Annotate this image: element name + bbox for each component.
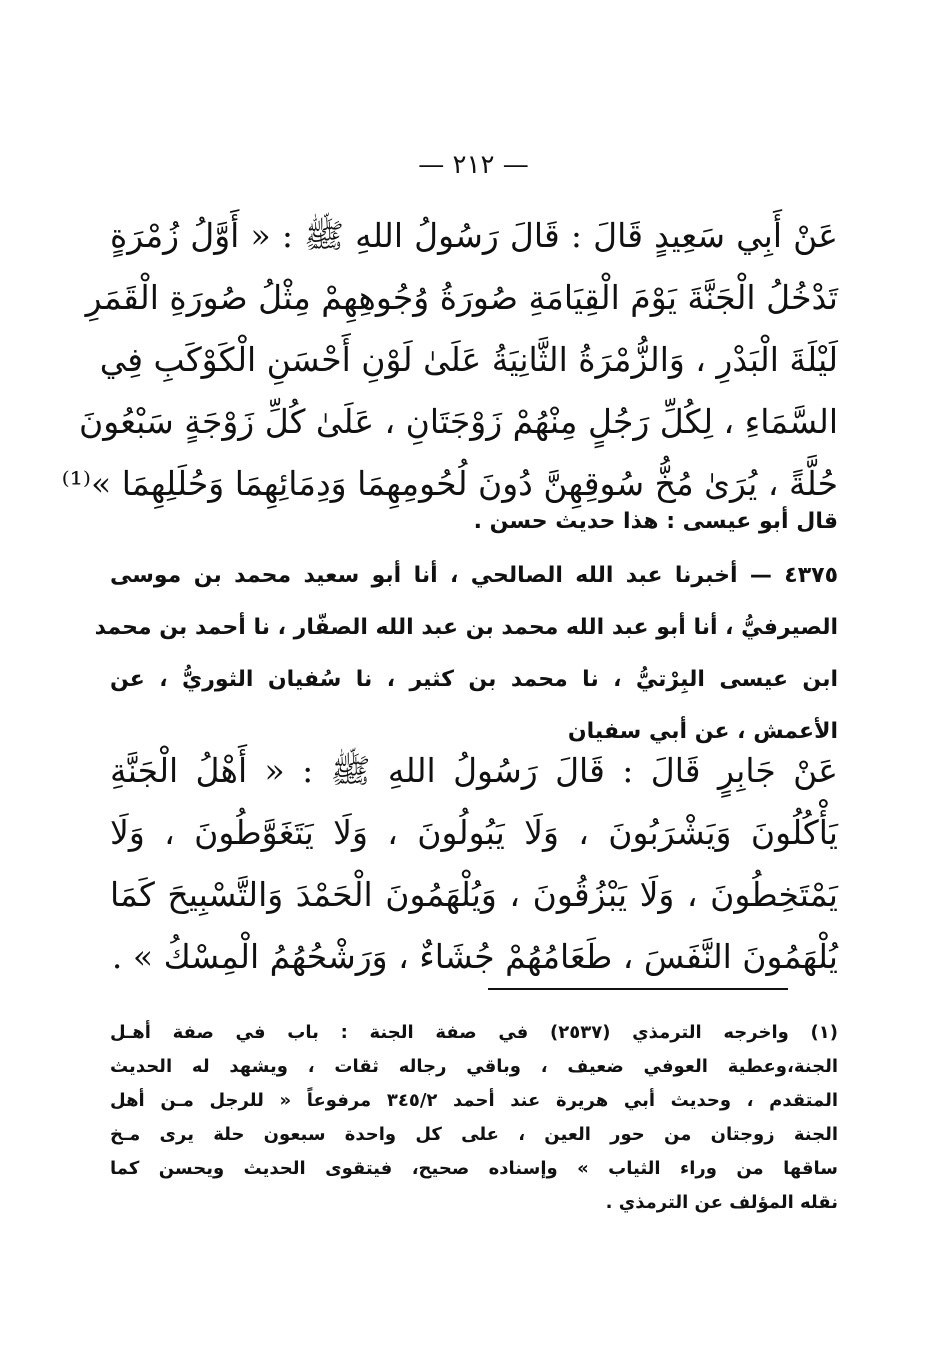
hadith-line: تَدْخُلُ الْجَنَّةَ يَوْمَ الْقِيَامَةِ صُورَةُ وُجُوهِهِمْ مِثْلُ صُورَةِ الْقَمَرِ xyxy=(85,278,838,317)
grading-statement xyxy=(110,496,838,548)
isnad-4375 xyxy=(94,550,838,758)
hadith-abu-said xyxy=(61,205,838,515)
hadith-line: يَأْكُلُونَ وَيَشْرَبُونَ ، وَلَا يَبُولُونَ ، وَلَا يَتَغَوَّطُونَ ، وَلَا xyxy=(110,813,838,852)
isnad-line: ٤٣٧٥ — أخبرنا عبد الله الصالحي ، أنا أبو سعيد محمد بن موسى xyxy=(110,563,838,588)
footnote xyxy=(110,1016,838,1220)
footnote-line: نقله المؤلف عن الترمذي . xyxy=(605,1192,838,1213)
hadith-line: يَمْتَخِطُونَ ، وَلَا يَبْزُقُونَ ، وَيُلْهَمُونَ الْحَمْدَ وَالتَّسْبِيحَ كَمَا xyxy=(110,875,838,914)
hadith-line: السَّمَاءِ ، لِكُلِّ رَجُلٍ مِنْهُمْ زَوْجَتَانِ ، عَلَىٰ كُلِّ زَوْجَةٍ سَبْعُونَ xyxy=(78,402,838,441)
hadith-line: لَيْلَةَ الْبَدْرِ ، وَالزُّمْرَةُ الثَّانِيَةُ عَلَىٰ لَوْنِ أَحْسَنِ الْكَوْكَبِ فِي xyxy=(99,340,838,379)
footnote-line: المتقدم ، وحديث أبي هريرة عند أحمد ٣٤٥/٢ مرفوعاً « للرجل مـن أهل xyxy=(110,1090,839,1111)
page-number: — ٢١٢ — xyxy=(418,150,529,180)
isnad-line: ابن عيسى البِرْتيُّ ، نا محمد بن كثير ، نا سُفيان الثوريُّ ، عن xyxy=(110,667,838,692)
hadith-line: عَنْ جَابِرٍ قَالَ : قَالَ رَسُولُ اللهِ ﷺ : « أَهْلُ الْجَنَّةِ xyxy=(110,751,838,790)
footnote-line: الجنة،وعطية العوفي ضعيف ، وباقي رجاله ثقات ، ويشهد له الحديث xyxy=(110,1056,838,1077)
hadith-line: يُلْهَمُونَ النَّفَسَ ، طَعَامُهُمْ جُشَاءٌ ، وَرَشْحُهُمُ الْمِسْكُ » . xyxy=(111,937,838,976)
footnote-line: (١) واخرجه الترمذي (٢٥٣٧) في صفة الجنة : باب في صفة أهـل xyxy=(110,1022,838,1043)
hadith-line: عَنْ أَبِي سَعِيدٍ قَالَ : قَالَ رَسُولُ اللهِ ﷺ : « أَوَّلُ زُمْرَةٍ xyxy=(110,216,838,255)
hadith-line: حُلَّةً ، يُرَىٰ مُخُّ سُوقِهِنَّ دُونَ لُحُومِهِمَا وَدِمَائِهِمَا وَحُلَلِهِمَا »⁽¹⁾ xyxy=(61,464,838,503)
isnad-line: الصيرفيُّ ، أنا أبو عبد الله محمد بن عبد الله الصفّار ، نا أحمد بن محمد xyxy=(94,615,838,640)
footnote-line: ساقها من وراء الثياب » وإسناده صحيح، فيتقوى الحديث ويحسن كما xyxy=(110,1158,838,1179)
isnad-line: الأعمش ، عن أبي سفيان xyxy=(567,719,838,744)
hadith-jabir xyxy=(110,740,838,988)
footnote-divider xyxy=(488,988,788,990)
grading-line: قال أبو عيسى : هذا حديث حسن . xyxy=(473,509,838,534)
footnote-line: الجنة زوجتان من حور العين ، على كل واحدة سبعون حلة يرى مـخ xyxy=(110,1124,838,1145)
